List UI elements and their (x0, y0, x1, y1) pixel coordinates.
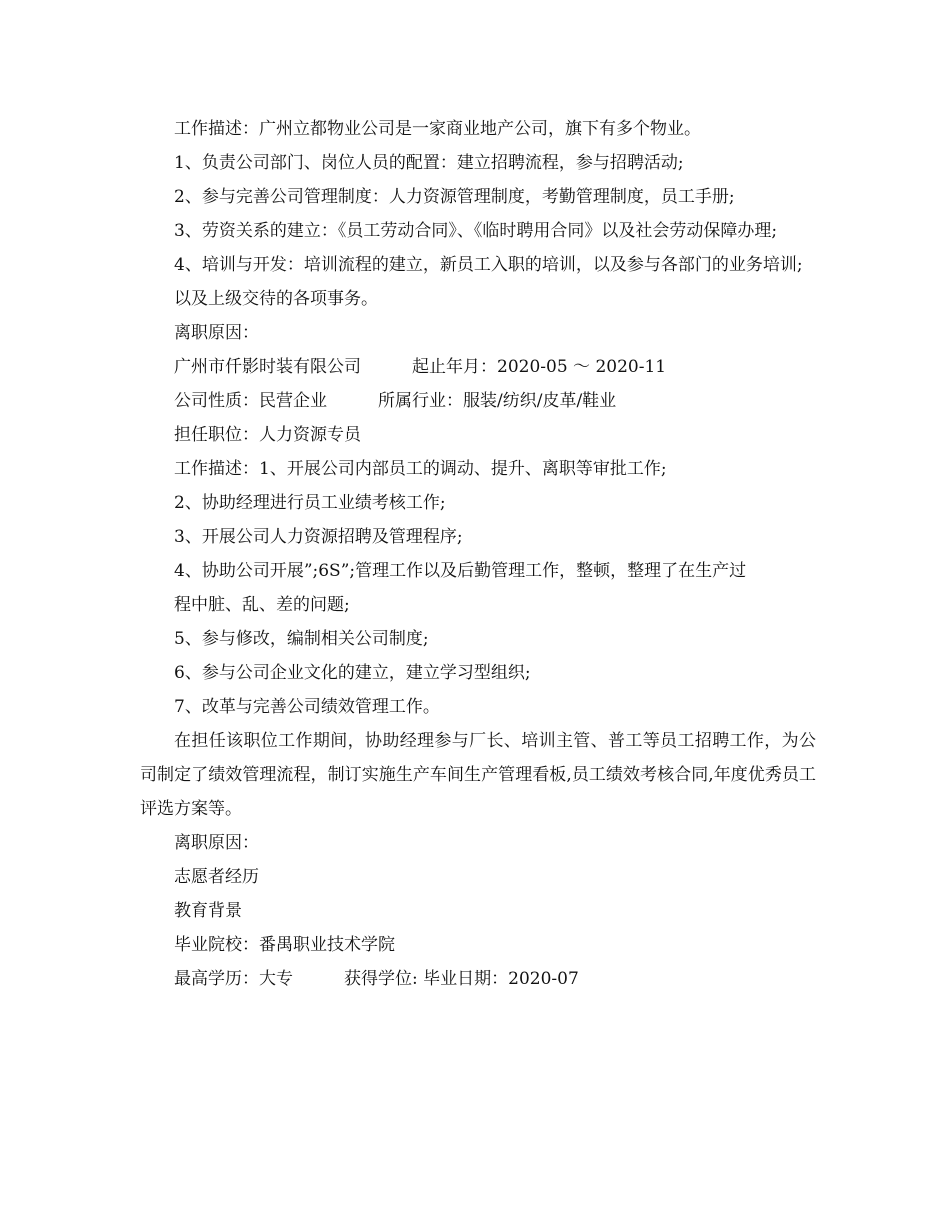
paragraph-task-3: 3、开展公司人力资源招聘及管理程序; (174, 527, 463, 547)
paragraph-leave-reason-2: 离职原因： (174, 833, 259, 853)
paragraph-duty-3: 3、劳资关系的建立：《员工劳动合同》、《临时聘用合同》以及社会劳动保障办理; (174, 221, 778, 241)
paragraph-degree: 最高学历：大专 获得学位: 毕业日期：2020-07 (174, 969, 579, 989)
paragraph-leave-reason-1: 离职原因： (174, 323, 259, 343)
paragraph-job-description-1: 工作描述：广州立都物业公司是一家商业地产公司，旗下有多个物业。 (174, 119, 701, 139)
paragraph-achievements: 在担任该职位工作期间，协助经理参与厂长、培训主管、普工等员工招聘工作，为公司制定了绩效管理流程，制订实施生产车间生产管理看板,员工绩效考核合同,年度优秀员工评选方案等。 (140, 731, 816, 819)
paragraph-task-4: 4、协助公司开展”;6S”;管理工作以及后勤管理工作，整顿，整理了在生产过 (174, 561, 747, 581)
paragraph-task-7: 7、改革与完善公司绩效管理工作。 (174, 697, 440, 717)
paragraph-duty-2: 2、参与完善公司管理制度：人力资源管理制度，考勤管理制度，员工手册; (174, 187, 735, 207)
paragraph-company-nature: 公司性质：民营企业 所属行业：服装/纺织/皮革/鞋业 (174, 391, 617, 411)
document-body (140, 112, 816, 996)
paragraph-duty-1: 1、负责公司部门、岗位人员的配置：建立招聘流程，参与招聘活动; (174, 153, 684, 173)
heading-education: 教育背景 (174, 901, 242, 921)
paragraph-school: 毕业院校：番禺职业技术学院 (174, 935, 395, 955)
paragraph-other-duties: 以及上级交待的各项事务。 (174, 289, 378, 309)
paragraph-task-5: 5、参与修改，编制相关公司制度; (174, 629, 429, 649)
heading-volunteer-experience: 志愿者经历 (174, 867, 259, 887)
paragraph-job-description-2: 工作描述：1、开展公司内部员工的调动、提升、离职等审批工作; (174, 459, 667, 479)
paragraph-task-6: 6、参与公司企业文化的建立，建立学习型组织; (174, 663, 531, 683)
paragraph-position: 担任职位：人力资源专员 (174, 425, 361, 445)
paragraph-task-4-continued: 程中脏、乱、差的问题; (174, 595, 350, 615)
paragraph-duty-4: 4、培训与开发：培训流程的建立，新员工入职的培训，以及参与各部门的业务培训; (174, 255, 803, 275)
paragraph-company-period: 广州市仟影时装有限公司 起止年月：2020-05 ～ 2020-11 (174, 357, 667, 377)
paragraph-task-2: 2、协助经理进行员工业绩考核工作; (174, 493, 446, 513)
